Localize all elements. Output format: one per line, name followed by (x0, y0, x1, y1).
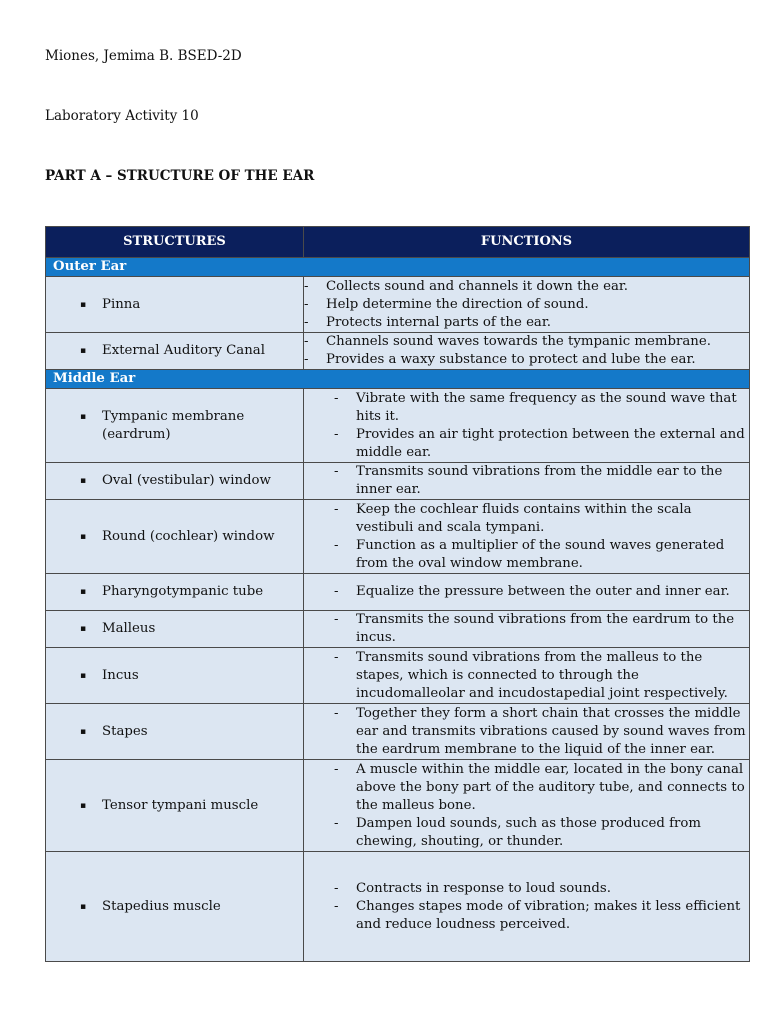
dash-bullet-icon: - (334, 612, 339, 627)
col-header-structures: STRUCTURES (46, 227, 304, 258)
dash-bullet-icon: - (334, 584, 339, 599)
function-text: A muscle within the middle ear, located in the bony canal above the bony part of the auditory tube, and connects to the malleus bone. (356, 761, 745, 813)
dash-bullet-icon: - (334, 426, 339, 442)
structure-name: Incus (102, 667, 139, 683)
structure-name: Oval (vestibular) window (102, 473, 271, 488)
functions-list (334, 390, 749, 462)
dash-bullet-icon: - (304, 352, 309, 367)
function-text: Contracts in response to loud sounds. (356, 880, 611, 896)
square-bullet-icon: ▪ (80, 411, 87, 422)
structure-name: Stapes (102, 723, 148, 739)
function-text: Function as a multiplier of the sound waves generated from the oval window membrane. (356, 537, 725, 571)
square-bullet-icon: ▪ (80, 901, 87, 912)
dash-bullet-icon: - (304, 334, 309, 349)
function-item (334, 426, 749, 462)
table-row (46, 648, 750, 704)
functions-list (334, 583, 749, 601)
function-text: Help determine the direction of sound. (326, 296, 589, 312)
functions-cell (304, 277, 750, 333)
structure-name: Malleus (102, 621, 156, 636)
structure-cell (46, 277, 304, 333)
function-text: Changes stapes mode of vibration; makes it less efficient and reduce loudness perceived. (356, 898, 741, 932)
function-item (334, 761, 749, 815)
structure-cell (46, 389, 304, 463)
dash-bullet-icon: - (334, 898, 339, 914)
square-bullet-icon: ▪ (80, 624, 87, 634)
section-label: Middle Ear (46, 370, 750, 389)
functions-cell (304, 333, 750, 370)
function-item (334, 390, 749, 426)
function-item (304, 333, 749, 351)
dash-bullet-icon: - (334, 705, 339, 721)
dash-bullet-icon: - (304, 296, 309, 312)
table-row (46, 611, 750, 648)
structure-cell (46, 463, 304, 500)
functions-cell (304, 704, 750, 760)
function-item (334, 611, 749, 647)
function-item (334, 815, 749, 851)
square-bullet-icon: ▪ (80, 800, 87, 811)
function-item (304, 351, 749, 369)
ear-structure-table (45, 226, 750, 962)
table-header-row (46, 227, 750, 258)
structure-name: Pinna (102, 296, 141, 312)
function-item (334, 705, 749, 759)
table-row (46, 852, 750, 962)
dash-bullet-icon: - (334, 815, 339, 831)
structure-cell (46, 648, 304, 704)
section-row (46, 370, 750, 389)
function-text: Provides an air tight protection between the external and middle ear. (356, 426, 745, 460)
dash-bullet-icon: - (334, 501, 339, 517)
table-row (46, 277, 750, 333)
square-bullet-icon: ▪ (80, 476, 87, 486)
function-text: Transmits sound vibrations from the malleus to the stapes, which is connected to through the incudomalleolar and incudostapedial joint respectively. (356, 649, 728, 701)
table-row (46, 704, 750, 760)
dash-bullet-icon: - (334, 390, 339, 406)
structure-cell (46, 333, 304, 370)
functions-cell (304, 463, 750, 500)
function-text: Vibrate with the same frequency as the sound wave that hits it. (356, 390, 737, 424)
structure-name: Pharyngotympanic tube (102, 584, 264, 599)
function-text: Transmits the sound vibrations from the eardrum to the incus. (356, 612, 735, 645)
table-body (46, 258, 750, 962)
square-bullet-icon: ▪ (80, 531, 87, 542)
function-text: Protects internal parts of the ear. (326, 314, 551, 330)
functions-list (334, 761, 749, 851)
structure-name: External Auditory Canal (102, 343, 265, 358)
function-item (334, 649, 749, 703)
functions-cell (304, 500, 750, 574)
section-row (46, 258, 750, 277)
functions-cell (304, 611, 750, 648)
structure-cell (46, 574, 304, 611)
structure-name: Stapedius muscle (102, 898, 221, 914)
structure-name: Round (cochlear) window (102, 528, 275, 544)
table-row (46, 500, 750, 574)
functions-list (334, 649, 749, 703)
functions-list (334, 611, 749, 647)
function-item (334, 463, 749, 499)
function-text: Keep the cochlear fluids contains within the scala vestibuli and scala tympani. (356, 501, 692, 535)
function-text: Transmits sound vibrations from the middle ear to the inner ear. (356, 464, 723, 497)
structure-name: Tensor tympani muscle (102, 797, 259, 813)
functions-list (334, 463, 749, 499)
functions-cell (304, 389, 750, 463)
part-heading: PART A – STRUCTURE OF THE EAR (45, 168, 315, 184)
functions-cell (304, 760, 750, 852)
function-text: Dampen loud sounds, such as those produced from chewing, shouting, or thunder. (356, 815, 702, 849)
functions-cell (304, 574, 750, 611)
functions-list (334, 501, 749, 573)
square-bullet-icon: ▪ (80, 587, 87, 597)
table-row (46, 463, 750, 500)
structure-cell (46, 852, 304, 962)
functions-list (304, 333, 749, 369)
function-text: Together they form a short chain that crosses the middle ear and transmits vibrations caused by sound waves from the eardrum membrane to the liquid of the inner ear. (356, 705, 746, 757)
functions-list (334, 705, 749, 759)
functions-list (334, 880, 749, 934)
functions-cell (304, 648, 750, 704)
function-item (334, 583, 749, 601)
function-text: Equalize the pressure between the outer and inner ear. (356, 584, 730, 599)
structure-cell (46, 500, 304, 574)
col-header-functions: FUNCTIONS (304, 227, 750, 258)
function-item (334, 537, 749, 573)
section-label: Outer Ear (46, 258, 750, 277)
dash-bullet-icon: - (334, 880, 339, 896)
dash-bullet-icon: - (334, 464, 339, 479)
table-row (46, 760, 750, 852)
function-item (334, 501, 749, 537)
structure-cell (46, 704, 304, 760)
square-bullet-icon: ▪ (80, 299, 87, 310)
dash-bullet-icon: - (334, 761, 339, 777)
function-item (334, 880, 749, 898)
square-bullet-icon: ▪ (80, 670, 87, 681)
table-row (46, 574, 750, 611)
function-item (304, 278, 749, 296)
table-row (46, 333, 750, 370)
structure-cell (46, 760, 304, 852)
dash-bullet-icon: - (304, 314, 309, 330)
table-row (46, 389, 750, 463)
structure-name: Tympanic membrane (eardrum) (102, 408, 245, 442)
function-text: Channels sound waves towards the tympanic membrane. (326, 334, 711, 349)
functions-cell (304, 852, 750, 962)
square-bullet-icon: ▪ (80, 346, 87, 356)
author-line: Miones, Jemima B. BSED-2D (45, 48, 242, 64)
dash-bullet-icon: - (304, 278, 309, 294)
function-text: Provides a waxy substance to protect and lube the ear. (326, 352, 696, 367)
dash-bullet-icon: - (334, 649, 339, 665)
function-item (334, 898, 749, 934)
activity-title: Laboratory Activity 10 (45, 108, 199, 124)
function-item (304, 296, 749, 314)
function-item (304, 314, 749, 332)
function-text: Collects sound and channels it down the ear. (326, 278, 628, 294)
functions-list (304, 278, 749, 332)
structure-cell (46, 611, 304, 648)
dash-bullet-icon: - (334, 537, 339, 553)
square-bullet-icon: ▪ (80, 726, 87, 737)
